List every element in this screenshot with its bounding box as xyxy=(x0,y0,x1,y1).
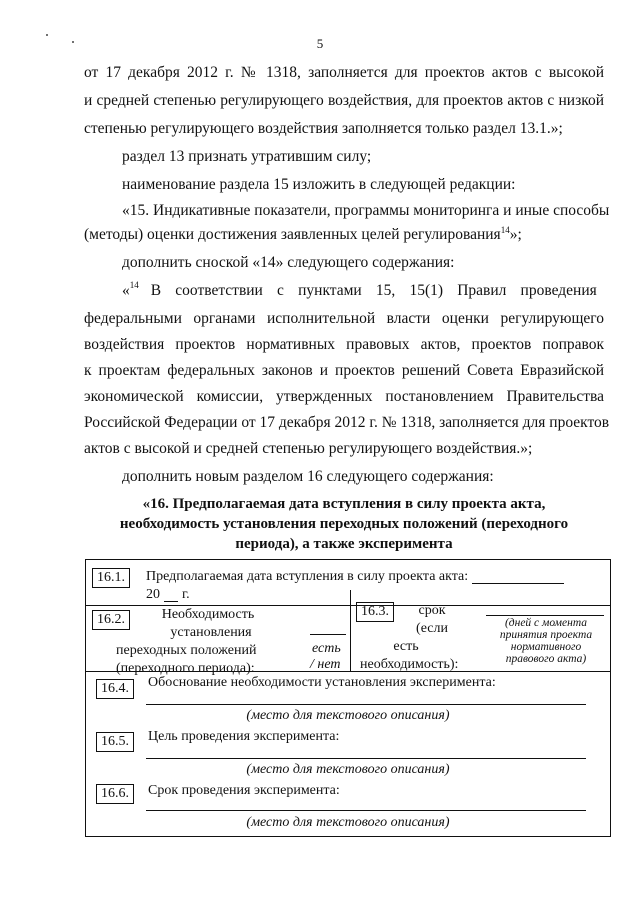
placeholder-16-6: (место для текстового описания) xyxy=(246,815,450,830)
term-input-line[interactable] xyxy=(486,615,604,616)
heading-line: «16. Предполагаемая дата вступления в силу проекта акта, xyxy=(142,496,546,512)
paragraph: раздел 13 признать утратившим силу; xyxy=(122,148,372,165)
heading-line: периода), а также эксперимента xyxy=(235,536,453,552)
paragraph: наименование раздела 15 изложить в следующей редакции: xyxy=(122,176,516,193)
field-label-16-5: Цель проведения эксперимента: xyxy=(148,729,340,744)
paragraph-line: экономической комиссии, утвержденных постановлением Правительства xyxy=(84,388,604,405)
field-label-16-3: необходимость): xyxy=(360,657,459,672)
paragraph-text: (методы) оценки достижения заявленных целей регулирования xyxy=(84,226,501,243)
paragraph-line: актов с высокой и средней степенью регулирующего воздействия.»; xyxy=(84,440,533,457)
term-hint: (дней с момента xyxy=(504,617,588,629)
paragraph: дополнить новым разделом 16 следующего содержания: xyxy=(122,468,494,485)
section-heading xyxy=(84,494,604,554)
field-label-16-2: (переходного периода): xyxy=(116,661,255,676)
column-divider xyxy=(350,590,351,671)
field-number-16-1: 16.1. xyxy=(92,568,130,588)
field-number-16-6: 16.6. xyxy=(96,784,134,804)
body-text xyxy=(84,60,610,485)
page-number: 5 xyxy=(316,36,324,51)
field-number-16-5: 16.5. xyxy=(96,732,134,752)
field-label-16-4: Обоснование необходимости установления эксперимента: xyxy=(148,675,496,690)
field-label-16-6: Срок проведения эксперимента: xyxy=(148,783,340,798)
field-number-16-4: 16.4. xyxy=(96,679,134,699)
paragraph-text: »; xyxy=(509,226,522,243)
paragraph-line: и средней степенью регулирующего воздействия, для проектов актов с низкой xyxy=(84,92,604,109)
year-prefix: 20 xyxy=(146,587,160,602)
option-no[interactable]: / нет xyxy=(310,657,341,672)
section-16-form xyxy=(85,559,611,837)
year-input-line[interactable] xyxy=(164,601,178,602)
choice-input-line[interactable] xyxy=(310,634,346,635)
field-label-16-2: установления xyxy=(170,625,252,640)
year-suffix: г. xyxy=(182,587,190,602)
paragraph: дополнить сноской «14» следующего содержания: xyxy=(122,254,455,271)
heading-line: необходимость установления переходных положений (переходного xyxy=(119,516,569,532)
field-label-16-1: Предполагаемая дата вступления в силу проекта акта: xyxy=(146,569,469,584)
term-hint: нормативного xyxy=(510,641,582,653)
field-label-16-3: есть xyxy=(393,639,419,654)
field-number-16-2: 16.2. xyxy=(92,610,130,630)
paragraph-line xyxy=(122,278,604,304)
field-label-16-2: переходных положений xyxy=(116,643,257,658)
row-divider xyxy=(86,671,610,672)
paragraph-line: «15. Индикативные показатели, программы мониторинга и иные способы xyxy=(122,202,610,219)
term-hint: принятия проекта xyxy=(499,629,593,641)
placeholder-16-5: (место для текстового описания) xyxy=(246,762,450,777)
term-hint: правового акта) xyxy=(505,653,587,665)
quote-mark: « xyxy=(122,282,130,299)
field-label-16-3: срок xyxy=(418,603,446,618)
text-input-line-16-4[interactable] xyxy=(146,704,586,705)
field-number-16-3: 16.3. xyxy=(356,602,394,622)
paragraph-line: от 17 декабря 2012 г. № 1318, заполняется для проектов актов с высокой xyxy=(84,64,604,81)
text-input-line-16-6[interactable] xyxy=(146,810,586,811)
paragraph-line xyxy=(84,222,522,248)
footnote-ref: 14 xyxy=(129,280,139,290)
paragraph-line: воздействия проектов нормативных правовых актов, проектов поправок xyxy=(84,336,604,353)
field-label-16-2: Необходимость xyxy=(161,607,255,622)
paragraph-line: федеральными органами исполнительной власти оценки регулирующего xyxy=(84,310,604,327)
field-label-16-3: (если xyxy=(416,621,448,636)
placeholder-16-4: (место для текстового описания) xyxy=(246,708,450,723)
paragraph-line: степенью регулирующего воздействия заполняется только раздел 13.1.»; xyxy=(84,120,563,137)
paragraph-line: Российской Федерации от 17 декабря 2012 г. № 1318, заполняется для проектов xyxy=(84,414,610,431)
option-yes[interactable]: есть xyxy=(312,641,341,656)
date-input-line[interactable] xyxy=(472,583,564,584)
paragraph-line: к проектам федеральных законов и проектов решений Совета Евразийской xyxy=(84,362,604,379)
footnote-ref: 14 xyxy=(500,224,510,235)
text-input-line-16-5[interactable] xyxy=(146,758,586,759)
paragraph-text: В соответствии с пунктами 15, 15(1) Правил проведения xyxy=(150,282,597,299)
